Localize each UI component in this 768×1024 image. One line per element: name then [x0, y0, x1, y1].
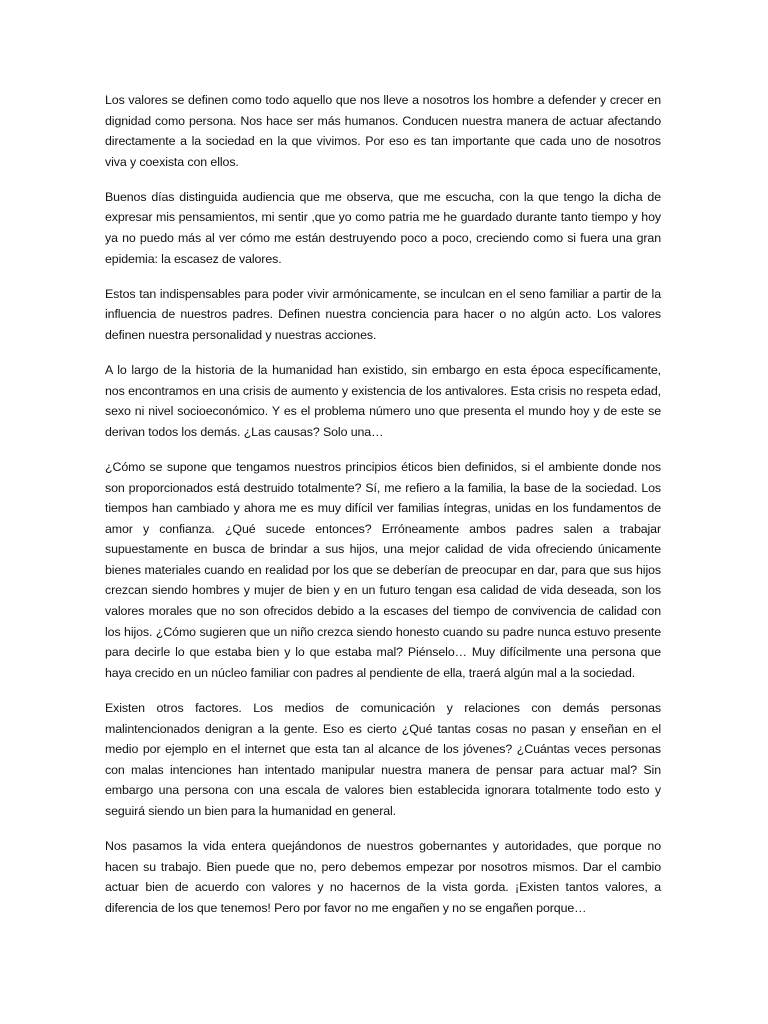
paragraph-7: Nos pasamos la vida entera quejándonos de nuestros gobernantes y autoridades, que porque no hacen su trabajo. Bien puede que no, pero debemos empezar por nosotros mismos. Dar el cambio actuar bien de acuerdo con valores y no hacernos de la vista gorda. ¡Existen tantos valores, a diferencia de los que tenemos! Pero por favor no me engañen y no se engañen porque…: [105, 839, 661, 915]
paragraph-1: Los valores se definen como todo aquello que nos lleve a nosotros los hombre a defender y crecer en dignidad como persona. Nos hace ser más humanos. Conducen nuestra manera de actuar afectando directamente a la sociedad en la que vivimos. Por eso es tan importante que cada uno de nosotros viva y coexista con ellos.: [105, 93, 661, 169]
paragraph-5: ¿Cómo se supone que tengamos nuestros principios éticos bien definidos, si el ambiente donde nos son proporcionados está destruido totalmente? Sí, me refiero a la familia, la base de la sociedad. Los tiempos han cambiado y ahora me es muy difícil ver familias íntegras, unidas en los fundamentos de amor y confianza. ¿Qué sucede entonces? Erróneamente ambos padres salen a trabajar supuestamente en busca de brindar a sus hijos, una mejor calidad de vida ofreciendo únicamente bienes materiales cuando en realidad por los que se deberían de preocupar en dar, para que sus hijos crezcan siendo hombres y mujer de bien y en un futuro tengan esa calidad de vida deseada, son los valores morales que no son ofrecidos debido a la escases del tiempo de convivencia de calidad con los hijos. ¿Cómo sugieren que un niño crezca siendo honesto cuando su padre nunca estuvo presente para decirle lo que estaba bien y lo que estaba mal? Piénselo… Muy difícilmente una persona que haya crecido en un núcleo familiar con padres al pendiente de ella, traerá algún mal a la sociedad.: [105, 459, 661, 680]
paragraph-4: A lo largo de la historia de la humanidad han existido, sin embargo en esta época específicamente, nos encontramos en una crisis de aumento y existencia de los antivalores. Esta crisis no respeta edad, sexo ni nivel socioeconómico. Y es el problema número uno que presenta el mundo hoy y de este se derivan todos los demás. ¿Las causas? Solo una…: [105, 363, 661, 439]
document-body: [105, 90, 661, 933]
paragraph-6: Existen otros factores. Los medios de comunicación y relaciones con demás personas malintencionados denigran a la gente. Eso es cierto ¿Qué tantas cosas no pasan y enseñan en el medio por ejemplo en el internet que esta tan al alcance de los jóvenes? ¿Cuántas veces personas con malas intenciones han intentado manipular nuestra manera de pensar para actuar mal? Sin embargo una persona con una escala de valores bien establecida ignorara totalmente todo esto y seguirá siendo un bien para la humanidad en general.: [105, 700, 661, 818]
paragraph-2: Buenos días distinguida audiencia que me observa, que me escucha, con la que tengo la dicha de expresar mis pensamientos, mi sentir ,que yo como patria me he guardado durante tanto tiempo y hoy ya no puedo más al ver cómo me están destruyendo poco a poco, creciendo como si fuera una gran epidemia: la escasez de valores.: [105, 189, 661, 266]
paragraph-3: Estos tan indispensables para poder vivir armónicamente, se inculcan en el seno familiar a partir de la influencia de nuestros padres. Definen nuestra conciencia para hacer o no algún acto. Los valores definen nuestra personalidad y nuestras acciones.: [105, 286, 661, 342]
